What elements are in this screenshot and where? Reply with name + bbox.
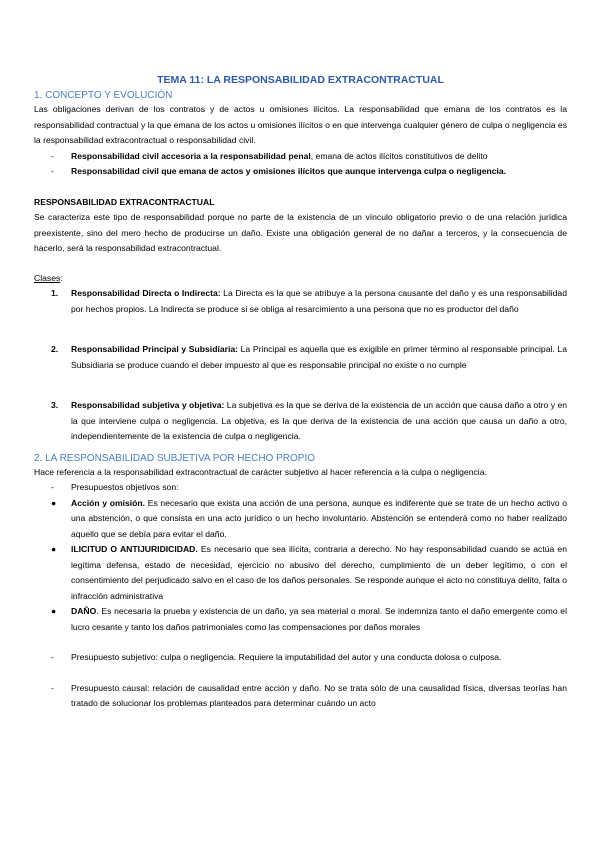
dash-marker: -	[51, 166, 54, 176]
list-item	[34, 480, 567, 496]
clases-label-text: Clases	[34, 272, 61, 283]
subheading-responsabilidad-extracontractual: RESPONSABILIDAD EXTRACONTRACTUAL	[34, 196, 215, 207]
clases-label	[34, 271, 567, 287]
list-item-text: , emana de actos ilícitos constitutivos de delito	[310, 150, 488, 161]
bullet-marker: ●	[51, 606, 57, 616]
item-number: 3.	[51, 400, 59, 410]
item-text: . Es necesaria la prueba y existencia de un daño, ya sea material o moral. Se indemniza tanto el daño emergente como el lucro cesante y tanto los daños patrimoniales como las compensaciones por daños morales	[71, 606, 567, 632]
item-text: Es necesario que sea ilícita, contraria a derecho. No hay responsabilidad cuando se actúa en legítima defensa, estado de necesidad, ejercicio no abusivo del derecho, cumplimiento de un deber legítimo, o con el consentimiento del perjudicado salvo en el caso de los daños personales. Se responde aunque el acto no constituya delito, falta o infracción administrativa	[71, 544, 567, 601]
bullet-item-dano	[34, 604, 567, 635]
numbered-item-2	[34, 342, 567, 373]
bullet-marker: ●	[51, 544, 57, 554]
paragraph-intro: Las obligaciones derivan de los contratos y de actos u omisiones ilícitos. La responsabilidad que emana de los contratos es la responsabilidad contractual y la que emana de los actos u omisiones ilícitos o en que intervenga cualquier género de culpa o negligencia es la responsabilidad extracontractual o responsabilidad civil.	[34, 104, 567, 145]
item-number: 1.	[51, 288, 59, 298]
item-number: 2.	[51, 344, 59, 354]
bold-term: Responsabilidad civil accesoria a la responsabilidad penal	[71, 150, 311, 161]
clases-colon: :	[60, 272, 63, 283]
bold-term: Acción y omisión.	[71, 497, 146, 508]
item-text: La subjetiva es la que se deriva de la existencia de un acción que causa daño a otro y en la que interviene culpa o negligencia. La objetiva, es la que deriva de la existencia de una acción que causa un daño a otro, independientemente de la existencia de culpa o negligencia.	[71, 400, 568, 441]
dash-marker: -	[51, 652, 54, 662]
bold-term: Responsabilidad Directa o Indirecta:	[71, 288, 221, 298]
paragraph-definition: Se caracteriza este tipo de responsabilidad porque no parte de la existencia de un vínculo obligatorio previo o de una relación jurídica preexistente, sino del mero hecho de producirse un daño. Existe una obligación general de no dañar a terceros, y la consecuencia de hacerlo, será la responsabilidad extracontractual.	[34, 212, 567, 253]
numbered-item-1	[34, 286, 567, 317]
paragraph-intro-subjetiva: Hace referencia a la responsabilidad extracontractual de carácter subjetivo al hacer referencia a la culpa o negligencia.	[34, 466, 487, 477]
bold-term: DAÑO	[71, 606, 97, 616]
bold-term: Responsabilidad civil que emana de actos y omisiones ilícitos que aunque intervenga culpa o negligencia.	[71, 166, 507, 176]
item-text: Es necesario que exista una acción de una persona, aunque es indiferente que se trate de un hecho activo o una abstención, o que consista en una acto jurídico o un hecho involuntario. Abstención se entenderá como no haber realizado aquello que se debía para evitar el daño.	[71, 497, 567, 539]
page-title: TEMA 11: LA RESPONSABILIDAD EXTRACONTRACTUAL	[157, 74, 444, 86]
dash-marker: -	[51, 150, 54, 161]
dash-marker: -	[51, 682, 54, 693]
list-item-causal	[34, 681, 567, 712]
bold-term: ILICITUD O ANTIJURIDICIDAD.	[71, 544, 198, 554]
numbered-item-3	[34, 398, 567, 445]
list-item-text: Presupuesto causal: relación de causalidad entre acción y daño. No se trata sólo de una causalidad física, diversas teorías han tratado de solucionar los problemas planteados para determinar cuándo un acto	[71, 682, 567, 708]
bold-term: Responsabilidad subjetiva y objetiva:	[71, 400, 225, 410]
bold-term: Responsabilidad Principal y Subsidiaria:	[71, 344, 238, 354]
list-item-text: Presupuesto subjetivo: culpa o negligencia. Requiere la imputabilidad del autor y una conducta dolosa o culposa.	[71, 652, 502, 662]
bullet-item-accion	[34, 496, 567, 543]
item-text: La Directa es la que se atribuye a la persona causante del daño y es una responsabilidad por hechos propios. La Indirecta se produce si se obliga al resarcimiento a una persona que no es productor del daño	[71, 288, 567, 314]
list-item-text: Presupuestos objetivos son:	[71, 482, 179, 492]
list-item	[34, 164, 567, 180]
section-heading-subjetiva: 2. LA RESPONSABILIDAD SUBJETIVA POR HECHO PROPIO	[34, 452, 316, 464]
list-item	[34, 149, 567, 165]
item-text: La Principal es aquella que es exigible en primer término al responsable principal. La Subsidiaria se produce cuando el deber impuesto al que es responsable principal no existe o no cumple	[71, 344, 567, 370]
section-heading-concepto: 1. CONCEPTO Y EVOLUCIÓN	[34, 90, 173, 101]
dash-marker: -	[51, 482, 54, 492]
bullet-item-ilicitud	[34, 542, 567, 604]
document-page	[34, 74, 567, 712]
list-item-subjetivo	[34, 650, 567, 666]
bullet-marker: ●	[51, 497, 57, 508]
